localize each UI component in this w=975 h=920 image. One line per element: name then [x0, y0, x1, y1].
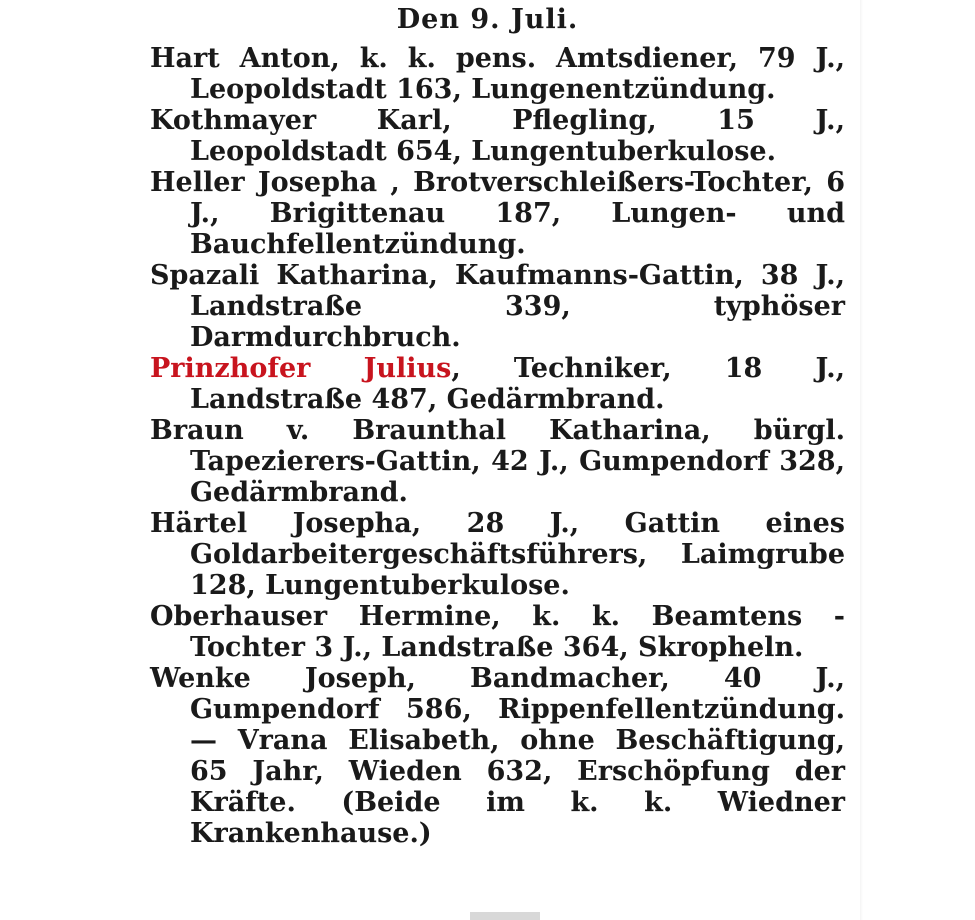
register-entry: Braun v. Braunthal Katharina, bürgl. Tapezierers-Gattin, 42 J., Gumpendorf 328, Gedärmbrand. [150, 415, 845, 508]
death-register-list [150, 43, 845, 849]
register-entry: Heller Josepha , Brotverschleißers-Tochter, 6 J., Brigittenau 187, Lungen- und Bauchfellentzündung. [150, 167, 845, 260]
bottom-print-mark [470, 912, 540, 920]
register-entry: Hart Anton, k. k. pens. Amtsdiener, 79 J., Leopoldstadt 163, Lungenentzündung. [150, 43, 845, 105]
entry-details: , Techniker, 18 J., Landstraße 487, Gedärmbrand. [190, 353, 846, 415]
register-entry: Kothmayer Karl, Pflegling, 15 J., Leopoldstadt 654, Lungentuberkulose. [150, 105, 845, 167]
register-entry: Spazali Katharina, Kaufmanns-Gattin, 38 J., Landstraße 339, typhöser Darmdurchbruch. [150, 260, 845, 353]
register-entry: Härtel Josepha, 28 J., Gattin eines Goldarbeitergeschäftsführers, Laimgrube 128, Lungentuberkulose. [150, 508, 845, 601]
register-entry: Wenke Joseph, Bandmacher, 40 J., Gumpendorf 586, Rippenfellentzündung. — Vrana Elisabeth, ohne Beschäftigung, 65 Jahr, Wieden 632, Erschöpfung der Kräfte. (Beide im k. k. Wiedner Krankenhause.) [150, 663, 845, 849]
register-entry: Oberhauser Hermine, k. k. Beamtens - Tochter 3 J., Landstraße 364, Skropheln. [150, 601, 845, 663]
date-heading: Den 9. Juli. [396, 4, 579, 35]
highlighted-name: Prinzhofer Julius [150, 353, 452, 384]
page-edge-shadow [860, 0, 863, 920]
register-entry-highlighted [150, 353, 845, 415]
